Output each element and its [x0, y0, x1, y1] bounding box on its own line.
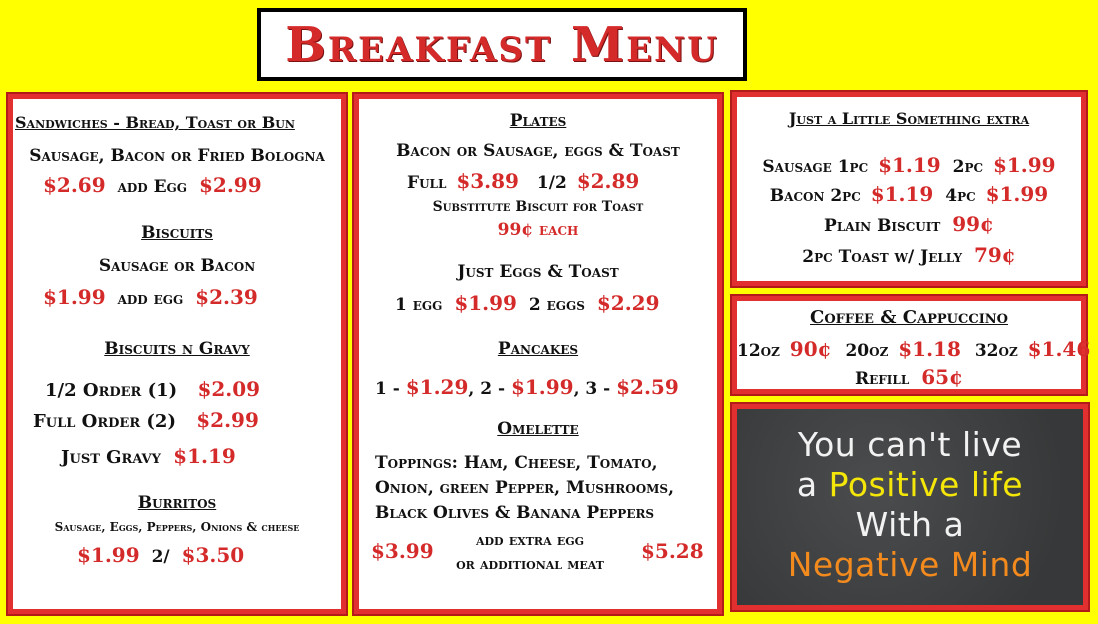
biscuits-price-row	[43, 285, 258, 309]
pancakes-one-price: $1.29	[405, 375, 469, 399]
pancakes-two-price: $1.99	[510, 375, 574, 399]
extras-toast-row	[737, 243, 1081, 267]
quote-line-3: With a	[855, 505, 965, 544]
burritos-heading: Burritos	[137, 493, 217, 513]
just-eggs-row	[395, 291, 660, 315]
biscuits-heading: Biscuits	[141, 223, 213, 243]
omelette-price: $3.99	[371, 539, 434, 563]
just-eggs-heading: Just Eggs & Toast	[457, 262, 619, 282]
just-eggs-one-price: $1.99	[454, 291, 517, 315]
burritos-sep: 2/	[151, 547, 170, 567]
gravy-half-price: $2.09	[197, 377, 261, 401]
pancakes-one-label: 1 -	[375, 379, 400, 399]
pancakes-three-label: , 3 -	[573, 379, 611, 399]
extras-sausage-2-price: $1.99	[992, 153, 1056, 177]
coffee-large-label: 32oz	[974, 341, 1018, 361]
plates-desc: Bacon or Sausage, eggs & Toast	[396, 141, 680, 161]
gravy-just-price: $1.19	[173, 444, 236, 468]
extras-toast-label: 2pc Toast w/ Jelly	[802, 247, 963, 267]
pancakes-heading: Pancakes	[497, 339, 579, 359]
sandwiches-egg-price: $2.99	[198, 173, 262, 197]
omelette-extra-2: or additional meat	[456, 555, 604, 573]
plates-full-price: $3.89	[456, 169, 519, 193]
coffee-panel	[732, 296, 1091, 394]
coffee-medium-price: $1.18	[898, 337, 961, 361]
biscuits-desc: Sausage or Bacon	[98, 256, 256, 276]
coffee-sizes-row	[737, 337, 1091, 361]
coffee-medium-label: 20oz	[845, 341, 889, 361]
biscuits-egg-price: $2.39	[195, 285, 258, 309]
page-title: Breakfast Menu	[285, 16, 719, 73]
omelette-toppings-3: Black Olives & Banana Peppers	[375, 503, 655, 523]
coffee-refill-price: 65¢	[921, 365, 963, 389]
sandwiches-add-label: add Egg	[117, 177, 188, 197]
coffee-large-price: $1.46	[1027, 337, 1091, 361]
plates-full-label: Full	[407, 173, 447, 193]
sandwiches-desc: Sausage, Bacon or Fried Bologna	[29, 146, 325, 166]
chalkboard-quote	[732, 404, 1088, 610]
pancakes-row	[375, 375, 679, 399]
gravy-just-row	[61, 444, 236, 468]
gravy-just-label: Just Gravy	[61, 447, 161, 468]
plates-heading: Plates	[509, 111, 567, 131]
biscuits-add-label: add egg	[117, 289, 184, 309]
plates-panel	[354, 94, 722, 614]
extras-bacon-row	[737, 182, 1081, 206]
extras-toast-price: 79¢	[973, 243, 1016, 267]
extras-biscuit-row	[737, 212, 1081, 236]
gravy-full-row	[33, 408, 259, 432]
extras-bacon-2-label: 4pc	[945, 186, 976, 206]
sandwiches-heading: Sandwiches - Bread, Toast or Bun	[15, 113, 295, 132]
coffee-small-price: 90¢	[789, 337, 832, 361]
gravy-half-row	[45, 377, 260, 401]
extras-heading: Just a Little Something extra	[788, 109, 1030, 128]
extras-sausage-label: Sausage 1pc	[762, 157, 869, 177]
coffee-refill-label: Refill	[855, 369, 910, 389]
quote-line-2	[737, 465, 1083, 504]
extras-sausage-row	[737, 153, 1081, 177]
pancakes-three-price: $2.59	[616, 375, 679, 399]
gravy-heading: Biscuits n Gravy	[104, 339, 250, 359]
omelette-extra-1: add extra egg	[475, 531, 584, 549]
extras-biscuit-label: Plain Biscuit	[824, 216, 941, 236]
plates-sub-price: 99¢ each	[497, 220, 579, 240]
plates-price-row	[407, 169, 639, 193]
plates-half-label: 1/2	[536, 173, 567, 193]
just-eggs-two-label: 2 eggs	[528, 295, 585, 315]
plates-sub-price-row	[359, 220, 717, 240]
gravy-full-label: Full Order (2)	[33, 411, 176, 432]
coffee-refill-row	[737, 365, 1081, 389]
plates-half-price: $2.89	[576, 169, 640, 193]
extras-bacon-1-price: $1.19	[870, 182, 934, 206]
pancakes-two-label: , 2 -	[468, 379, 506, 399]
biscuits-price: $1.99	[43, 285, 106, 309]
quote-line-1: You can't live	[797, 425, 1023, 464]
title-banner	[257, 8, 747, 81]
omelette-heading: Omelette	[497, 419, 579, 439]
extras-biscuit-price: 99¢	[952, 212, 994, 236]
quote-line-2-a: a	[796, 465, 818, 504]
burritos-desc: Sausage, Eggs, Peppers, Onions & cheese	[54, 520, 300, 534]
extras-sausage-1-price: $1.19	[878, 153, 941, 177]
burritos-price: $1.99	[77, 543, 140, 567]
just-eggs-two-price: $2.29	[596, 291, 660, 315]
extras-panel	[732, 92, 1086, 286]
plates-sub: Substitute Biscuit for Toast	[432, 199, 644, 215]
coffee-small-label: 12oz	[737, 341, 780, 361]
just-eggs-one-label: 1 egg	[395, 295, 443, 315]
sandwiches-price-row	[43, 173, 262, 197]
burritos-price-row	[77, 543, 244, 567]
omelette-toppings-1: Toppings: Ham, Cheese, Tomato,	[375, 453, 658, 473]
omelette-extra-price: $5.28	[641, 539, 704, 563]
extras-bacon-2-price: $1.99	[985, 182, 1049, 206]
gravy-full-price: $2.99	[196, 408, 259, 432]
extras-sausage-2-label: 2pc	[952, 157, 984, 177]
quote-positive-life: Positive life	[828, 465, 1024, 504]
gravy-half-label: 1/2 Order (1)	[45, 380, 178, 401]
coffee-heading: Coffee & Cappuccino	[810, 307, 1008, 328]
omelette-toppings-2: Onion, green Pepper, Mushrooms,	[375, 478, 675, 498]
sandwiches-price: $2.69	[43, 173, 106, 197]
extras-bacon-label: Bacon 2pc	[769, 186, 861, 206]
burritos-double-price: $3.50	[181, 543, 245, 567]
quote-negative-mind: Negative Mind	[787, 545, 1033, 584]
sandwiches-panel	[8, 94, 346, 614]
